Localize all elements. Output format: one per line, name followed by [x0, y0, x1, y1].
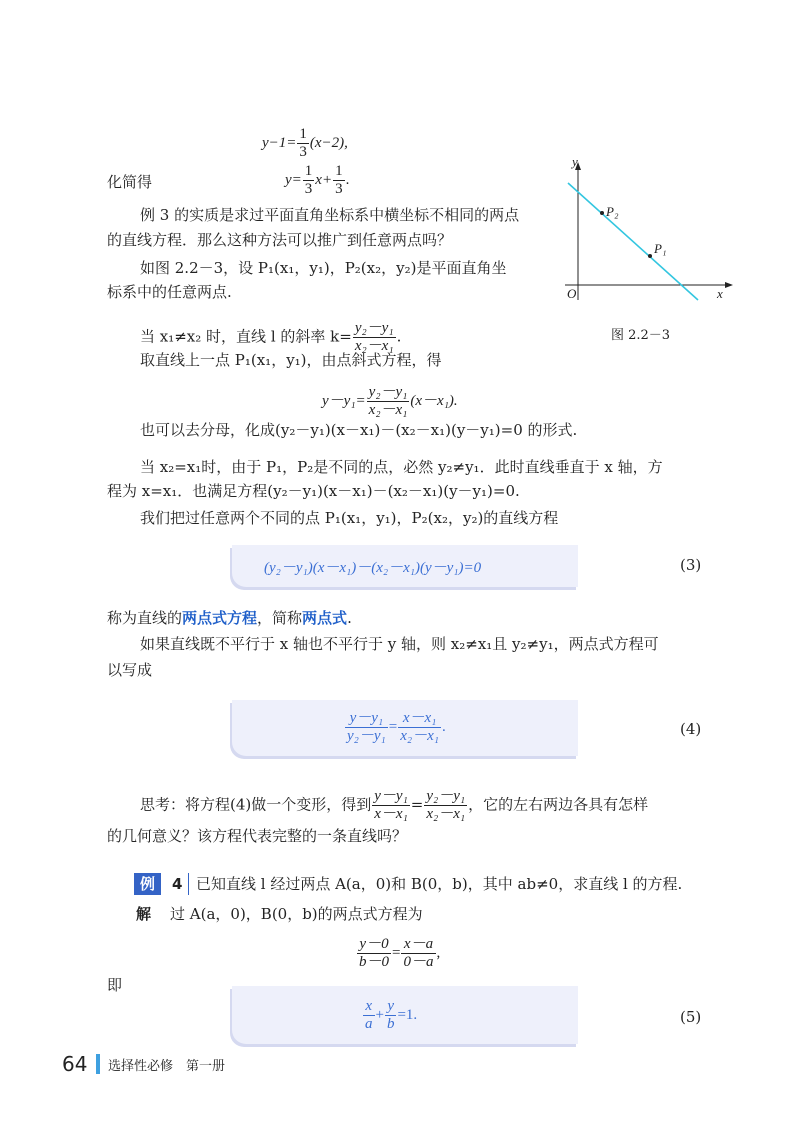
- two-point-form-equation: (y₂－y₁)(x－x₁)－(x₂－x₁)(y－y₁)=0: [264, 560, 482, 576]
- think-question: 思考：将方程(4)做一个变形，得到 $\frac{\text{y－y₁}}{\text{x－x₁}}$ = $\frac{\text{y₂－y₁}}{\text{x₂－x₁}}$ ，它的左右两边各具有怎样: [140, 788, 649, 822]
- simplify-label: 化简得: [107, 173, 153, 191]
- paragraph-line: 取直线上一点 P₁(x₁，y₁)，由点斜式方程，得: [140, 351, 442, 369]
- origin-label: O: [567, 286, 577, 301]
- figure-2-2-3: [555, 150, 745, 350]
- page-number: 64: [62, 1052, 88, 1076]
- p2-label: P₂: [606, 204, 619, 219]
- fraction: $\frac{y}{b}$: [386, 998, 395, 1032]
- fraction: $\frac{1}{3}$: [299, 126, 307, 160]
- equation-point-slope-example: y−1= $\frac{1}{3}$ (x−2),: [262, 126, 348, 160]
- equation-number: (3): [680, 556, 702, 574]
- fraction: $\frac{\text{y－y₁}}{\text{y₂－y₁}}$: [347, 710, 386, 744]
- example-tag: 例: [134, 873, 161, 895]
- equation-point-slope: y－y₁= $\frac{\text{y₂－y₁}}{\text{x₂－x₁}}$ (x－x₁).: [322, 384, 458, 418]
- point-p1: [648, 254, 652, 258]
- equation-number: (4): [680, 720, 702, 738]
- point-p2: [600, 211, 604, 215]
- line-l: [568, 183, 698, 300]
- example-equation: $\frac{y-0}{b-0}$ = $\frac{x-a}{0-a}$ ,: [359, 936, 441, 970]
- footer-bar: [96, 1054, 100, 1074]
- formula-box-4: [232, 700, 578, 756]
- y-label: y: [572, 154, 578, 169]
- paragraph-line: 例 3 的实质是求过平面直角坐标系中横坐标不相同的两点: [140, 206, 520, 224]
- term-two-point: 两点式: [302, 609, 348, 627]
- solution-label: 解: [136, 905, 152, 923]
- paragraph-line: 也可以去分母，化成(y₂－y₁)(x－x₁)－(x₂－x₁)(y－y₁)=0 的形式.: [140, 421, 578, 439]
- definition-line: 称为直线的两点式方程，简称两点式.: [107, 609, 352, 627]
- example-statement: 已知直线 l 经过两点 A(a，0)和 B(0，b)，其中 ab≠0，求直线 l 的方程.: [196, 875, 683, 893]
- slope-definition: 当 x₁≠x₂ 时，直线 l 的斜率 k= $\frac{\text{y₂－y₁}}{\text{x₂－x₁}}$ .: [140, 320, 402, 354]
- intercept-form-equation: $\frac{x}{a}$ + $\frac{y}{b}$ =1.: [365, 998, 418, 1032]
- paragraph-line: 如果直线既不平行于 x 轴也不平行于 y 轴，则 x₂≠x₁且 y₂≠y₁，两点式方程可: [140, 635, 659, 653]
- paragraph-line: 我们把过任意两个不同的点 P₁(x₁，y₁)，P₂(x₂，y₂)的直线方程: [140, 509, 559, 527]
- fraction: $\frac{\text{x－x₁}}{\text{x₂－x₁}}$: [400, 710, 439, 744]
- paragraph-line: 的直线方程．那么这种方法可以推广到任意两点吗？: [107, 231, 453, 249]
- paragraph-line: 的几何意义？该方程代表完整的一条直线吗？: [107, 827, 408, 845]
- figure-caption: 图 2.2－3: [611, 328, 671, 343]
- fraction: $\frac{x}{a}$: [365, 998, 373, 1032]
- book-title: 选择性必修 第一册: [108, 1059, 226, 1074]
- fraction: $\frac{\text{y－y₁}}{\text{x－x₁}}$: [374, 788, 408, 822]
- fraction: $\frac{\text{y₂－y₁}}{\text{x₂－x₁}}$: [354, 320, 394, 354]
- equation-number: (5): [680, 1008, 702, 1026]
- formula-box-5: [232, 986, 578, 1044]
- two-point-form-fraction: $\frac{\text{y－y₁}}{\text{y₂－y₁}}$ = $\frac{\text{x－x₁}}{\text{x₂－x₁}}$ .: [347, 710, 446, 744]
- fraction: $\frac{\text{y₂－y₁}}{\text{x₂－x₁}}$: [426, 788, 466, 822]
- p1-label: P₁: [654, 241, 667, 256]
- formula-box-3: [232, 545, 578, 587]
- equation-simplified: y= $\frac{1}{3}$ x+ $\frac{1}{3}$ .: [285, 163, 350, 197]
- fraction: $\frac{y-0}{b-0}$: [359, 936, 390, 970]
- solution-text: 过 A(a，0)，B(0，b)的两点式方程为: [170, 905, 423, 923]
- paragraph-line: 如图 2.2－3，设 P₁(x₁，y₁)，P₂(x₂，y₂)是平面直角坐: [140, 259, 507, 277]
- paragraph-line: 以写成: [107, 661, 153, 679]
- ji-label: 即: [107, 976, 123, 994]
- fraction: $\frac{1}{3}$: [335, 163, 343, 197]
- paragraph-line: 当 x₂=x₁时，由于 P₁，P₂是不同的点，必然 y₂≠y₁．此时直线垂直于 x 轴，方: [140, 458, 663, 476]
- x-axis-arrow: [725, 282, 733, 288]
- paragraph-line: 标系中的任意两点.: [107, 283, 232, 301]
- fraction: $\frac{x-a}{0-a}$: [403, 936, 434, 970]
- fraction: $\frac{1}{3}$: [304, 163, 313, 197]
- paragraph-line: 程为 x=x₁．也满足方程(y₂－y₁)(x－x₁)－(x₂－x₁)(y－y₁)=0.: [107, 482, 520, 500]
- term-two-point-form: 两点式方程: [182, 609, 258, 627]
- example-number: 4: [166, 873, 189, 895]
- fraction: $\frac{\text{y₂－y₁}}{\text{x₂－x₁}}$: [368, 384, 408, 418]
- x-label: x: [717, 286, 723, 301]
